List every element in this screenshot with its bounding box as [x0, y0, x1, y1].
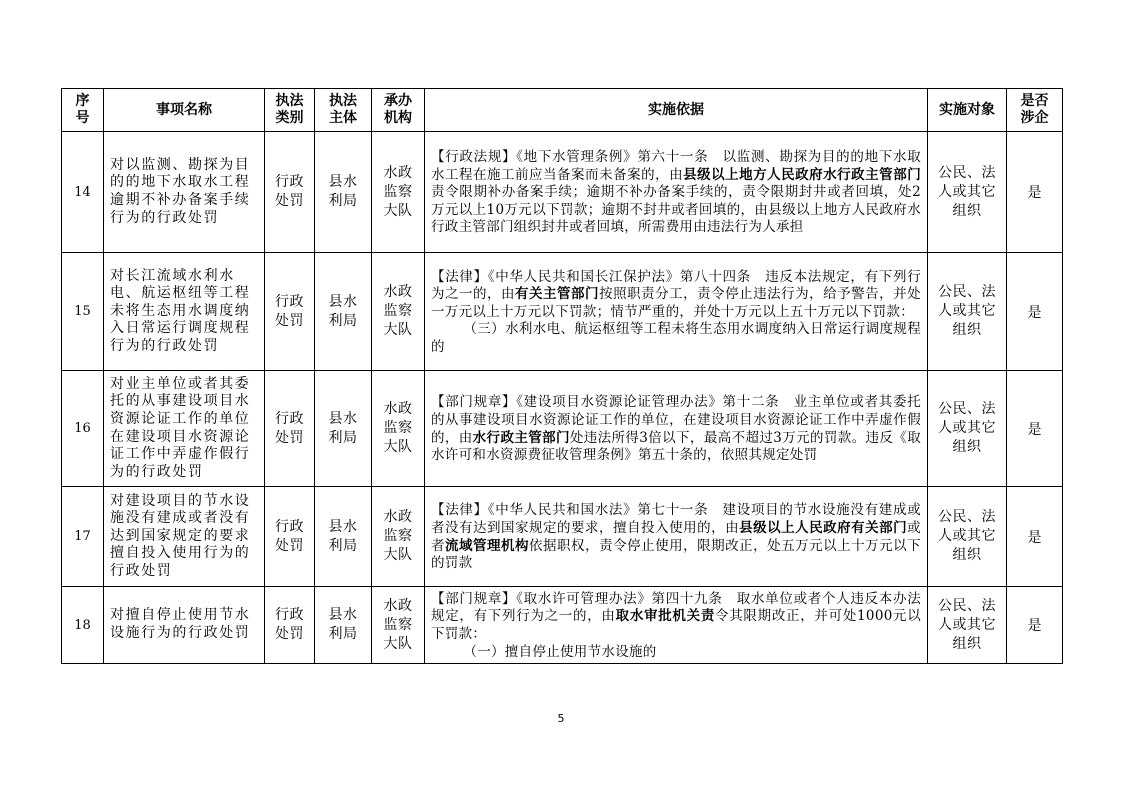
basis-text-segment: 【法律】《中华人民共和国水法》第七十一条 建设项目的节水设施没有建成或者没有达到国家规定的要求，擅自投入使用的，由: [431, 502, 921, 536]
basis-clause: （三）水利水电、航运枢纽等工程未将生态用水调度纳入日常运行调度规程的: [431, 321, 921, 355]
row-seq: 18: [62, 587, 104, 664]
row-category: 行政处罚: [265, 132, 315, 253]
header-seq: 序号: [62, 89, 104, 132]
row-basis: [425, 132, 928, 253]
basis-bold-segment: 流域管理机构: [445, 537, 530, 554]
basis-bold-segment: 取水审批机关责: [615, 608, 716, 625]
row-enterprise: 是: [1007, 132, 1063, 253]
header-subject: 执法主体: [315, 89, 372, 132]
page-number: 5: [557, 712, 565, 725]
row-basis: [425, 587, 928, 664]
row-organ: 水政监察大队: [372, 587, 425, 664]
row-subject: 县水利局: [315, 253, 372, 371]
row-item-name: 对长江流域水利水电、航运枢纽等工程未将生态用水调度纳入日常运行调度规程行为的行政处罚: [104, 253, 265, 371]
row-enterprise: 是: [1007, 371, 1063, 487]
basis-text-segment: 令其限期改正，并可处1000元以下罚款：: [431, 608, 921, 642]
basis-bold-segment: 县级以上人民政府有关部门: [739, 519, 908, 536]
basis-text-segment: 或者: [431, 519, 921, 554]
row-organ: 水政监察大队: [372, 253, 425, 371]
basis-text-segment: 【部门规章】《取水许可管理办法》第四十九条 取水单位或者个人违反本办法规定，有下列行为之一的，由: [431, 590, 921, 625]
header-target: 实施对象: [928, 89, 1007, 132]
row-item-name: 对建设项目的节水设施没有建成或者没有达到国家规定的要求擅自投入使用行为的行政处罚: [104, 487, 265, 587]
row-basis: [425, 487, 928, 587]
row-subject: 县水利局: [315, 132, 372, 253]
basis-text-segment: 依据职权，责令停止使用，限期改正，处五万元以上十万元以下的罚款: [431, 537, 921, 572]
table-row: [62, 132, 1063, 253]
table-row: [62, 253, 1063, 371]
row-basis: [425, 253, 928, 371]
row-seq: 16: [62, 371, 104, 487]
row-seq: 15: [62, 253, 104, 371]
basis-text-segment: 【部门规章】《建设项目水资源论证管理办法》第十二条 业主单位或者其委托的从事建设项目水资源论证工作的单位，在建设项目水资源论证工作中弄虚作假的，由: [431, 394, 921, 446]
table-row: [62, 587, 1063, 664]
table-row: [62, 487, 1063, 587]
row-category: 行政处罚: [265, 587, 315, 664]
row-organ: 水政监察大队: [372, 371, 425, 487]
row-item-name: 对以监测、勘探为目的的地下水取水工程逾期不补办备案手续行为的行政处罚: [104, 132, 265, 253]
basis-text-segment: 【法律】《中华人民共和国长江保护法》第八十四条 违反本法规定，有下列行为之一的，由: [431, 268, 921, 303]
basis-bold-segment: 水行政主管部门: [472, 429, 570, 446]
row-basis: [425, 371, 928, 487]
row-enterprise: 是: [1007, 587, 1063, 664]
row-organ: 水政监察大队: [372, 487, 425, 587]
header-name: 事项名称: [104, 89, 265, 132]
row-item-name: 对擅自停止使用节水设施行为的行政处罚: [104, 587, 265, 664]
row-subject: 县水利局: [315, 371, 372, 487]
header-category: 执法类别: [265, 89, 315, 132]
header-organ: 承办机构: [372, 89, 425, 132]
basis-text-segment: 处违法所得3倍以下，最高不超过3万元的罚款。违反《取水许可和水资源费征收管理条例》第五十条的，依照其规定处罚: [431, 429, 921, 464]
header-basis: 实施依据: [425, 89, 928, 132]
basis-bold-segment: 县级以上地方人民政府水行政主管部门: [683, 166, 921, 183]
row-target: 公民、法人或其它组织: [928, 253, 1007, 371]
row-organ: 水政监察大队: [372, 132, 425, 253]
row-enterprise: 是: [1007, 487, 1063, 587]
table-header-row: [62, 89, 1063, 132]
row-target: 公民、法人或其它组织: [928, 587, 1007, 664]
row-subject: 县水利局: [315, 487, 372, 587]
basis-bold-segment: 有关主管部门: [515, 286, 600, 303]
row-subject: 县水利局: [315, 587, 372, 664]
row-target: 公民、法人或其它组织: [928, 371, 1007, 487]
enforcement-items-table: [61, 88, 1063, 664]
basis-text-segment: 按照职责分工，责令停止违法行为，给予警告，并处一万元以上十万元以下罚款；情节严重的，并处十万元以上五十万元以下罚款：: [431, 286, 921, 320]
row-category: 行政处罚: [265, 253, 315, 371]
row-item-name: 对业主单位或者其委托的从事建设项目水资源论证工作的单位在建设项目水资源论证工作中弄虚作假行为的行政处罚: [104, 371, 265, 487]
row-enterprise: 是: [1007, 253, 1063, 371]
row-target: 公民、法人或其它组织: [928, 487, 1007, 587]
basis-text-segment: 责令限期补办备案手续；逾期不补办备案手续的，责令限期封井或者回填，处2万元以上10万元以下罚款；逾期不封井或者回填的，由县级以上地方人民政府水行政主管部门组织封井或者回填，所需费用由违法行为人承担: [431, 184, 921, 236]
table-row: [62, 371, 1063, 487]
row-seq: 14: [62, 132, 104, 253]
basis-clause: （一）擅自停止使用节水设施的: [463, 643, 657, 660]
header-enterprise: 是否涉企: [1007, 89, 1063, 132]
row-target: 公民、法人或其它组织: [928, 132, 1007, 253]
basis-text-segment: 【行政法规】《地下水管理条例》第六十一条 以监测、勘探为目的的地下水取水工程在施工前应当备案而未备案的，由: [431, 149, 921, 183]
row-category: 行政处罚: [265, 487, 315, 587]
row-seq: 17: [62, 487, 104, 587]
row-category: 行政处罚: [265, 371, 315, 487]
